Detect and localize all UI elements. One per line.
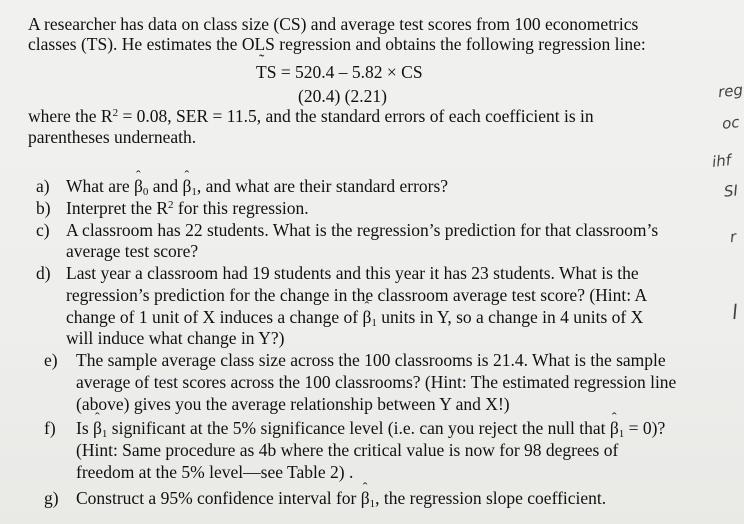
question-e (44, 350, 666, 370)
ts-hat-symbol (256, 62, 276, 82)
question-f-line-3: freedom at the 5% level—see Table 2) . (76, 462, 354, 482)
question-e-line-2: average of test scores across the 100 classrooms? (Hint: The estimated regression line (76, 372, 677, 392)
question-g: g) Construct a 95% confidence interval for ˆ $\beta_1$, the regression slope coefficient. (44, 488, 606, 508)
margin-note-oc: oc (721, 113, 741, 133)
margin-note-ihf: ihf (711, 151, 732, 171)
beta-hat-1-f: ˆ β (93, 418, 102, 438)
r2-superscript: 2 (112, 107, 119, 119)
question-b-post: for this regression. (173, 198, 309, 218)
question-c-label: c) (36, 220, 50, 240)
beta-hat-0: ˆ β (134, 176, 143, 196)
regression-equation (256, 62, 423, 82)
question-c (36, 220, 658, 240)
question-b-label: b) (36, 198, 51, 218)
margin-note-r: r (729, 227, 738, 247)
r2-superscript-b: 2 (168, 199, 174, 211)
margin-note-l: l (730, 299, 739, 325)
question-d-label: d) (36, 263, 51, 283)
beta-hat-1-f2: ˆ β (610, 418, 619, 438)
question-b-pre: Interpret the R (66, 198, 169, 218)
margin-note-reg: reg (717, 80, 744, 102)
question-a-label: a) (36, 176, 50, 196)
after-equation-line-2: parentheses underneath. (28, 127, 197, 147)
question-b (36, 198, 309, 218)
standard-errors: (20.4) (2.21) (298, 86, 387, 106)
question-f: f) Is ˆ $\beta_1$ significant at the 5% significance level (i.e. can you reject the null that ˆ $\beta_1 = 0$)? (44, 418, 665, 438)
question-a (36, 176, 448, 196)
question-a-mid: and (148, 176, 183, 196)
intro-line-2: classes (TS). He estimates the OLS regression and obtains the following regression line: (28, 34, 646, 54)
question-f-label: f) (44, 418, 56, 438)
intro-line-1: A researcher has data on class size (CS) and average test scores from 100 econometrics (28, 14, 639, 34)
stats-text: = 0.08, SER = 11.5, and the standard errors of each coefficient is in (118, 106, 594, 126)
equation-rhs: = 520.4 – 5.82 × CS (276, 62, 423, 82)
question-d-line-2: regression’s prediction for the change in the classroom average test score? (Hint: A (66, 285, 648, 305)
question-e-line-3: (above) gives you the average relationship between Y and X!) (76, 394, 510, 414)
margin-note-si: SI (723, 181, 739, 201)
beta-hat-1: ˆ β (182, 176, 191, 196)
question-d-line-3: change of 1 unit of X induces a change of ˆ $\beta_1$ units in Y, so a change in 4 units of X (66, 307, 643, 327)
question-c-line-2: average test score? (66, 241, 199, 261)
question-g-label: g) (44, 488, 59, 508)
question-c-line-1: A classroom has 22 students. What is the regression’s prediction for that classroom’s (66, 220, 659, 240)
question-e-label: e) (44, 350, 58, 370)
subscript-0: 0 (142, 186, 149, 198)
r2-text: where the R (28, 106, 113, 126)
question-a-post: , and what are their standard errors? (196, 176, 449, 196)
question-a-pre: What are (66, 176, 135, 196)
question-e-line-1: The sample average class size across the 100 classrooms is 21.4. What is the sample (76, 350, 666, 370)
subscript-1: 1 (191, 186, 197, 198)
question-d-line-1: Last year a classroom had 19 students and this year it has 23 students. What is the (66, 263, 639, 283)
question-d (36, 263, 639, 283)
question-f-line-2: (Hint: Same procedure as 4b where the critical value is now for 98 degrees of (76, 440, 619, 460)
question-d-line-4: will induce what change in Y?) (66, 328, 285, 348)
after-equation-line-1 (28, 106, 594, 126)
beta-hat-1-g: ˆ β (361, 488, 370, 508)
equation-lhs: TS (256, 62, 277, 82)
beta-hat-1-d: ˆ β (362, 307, 371, 327)
